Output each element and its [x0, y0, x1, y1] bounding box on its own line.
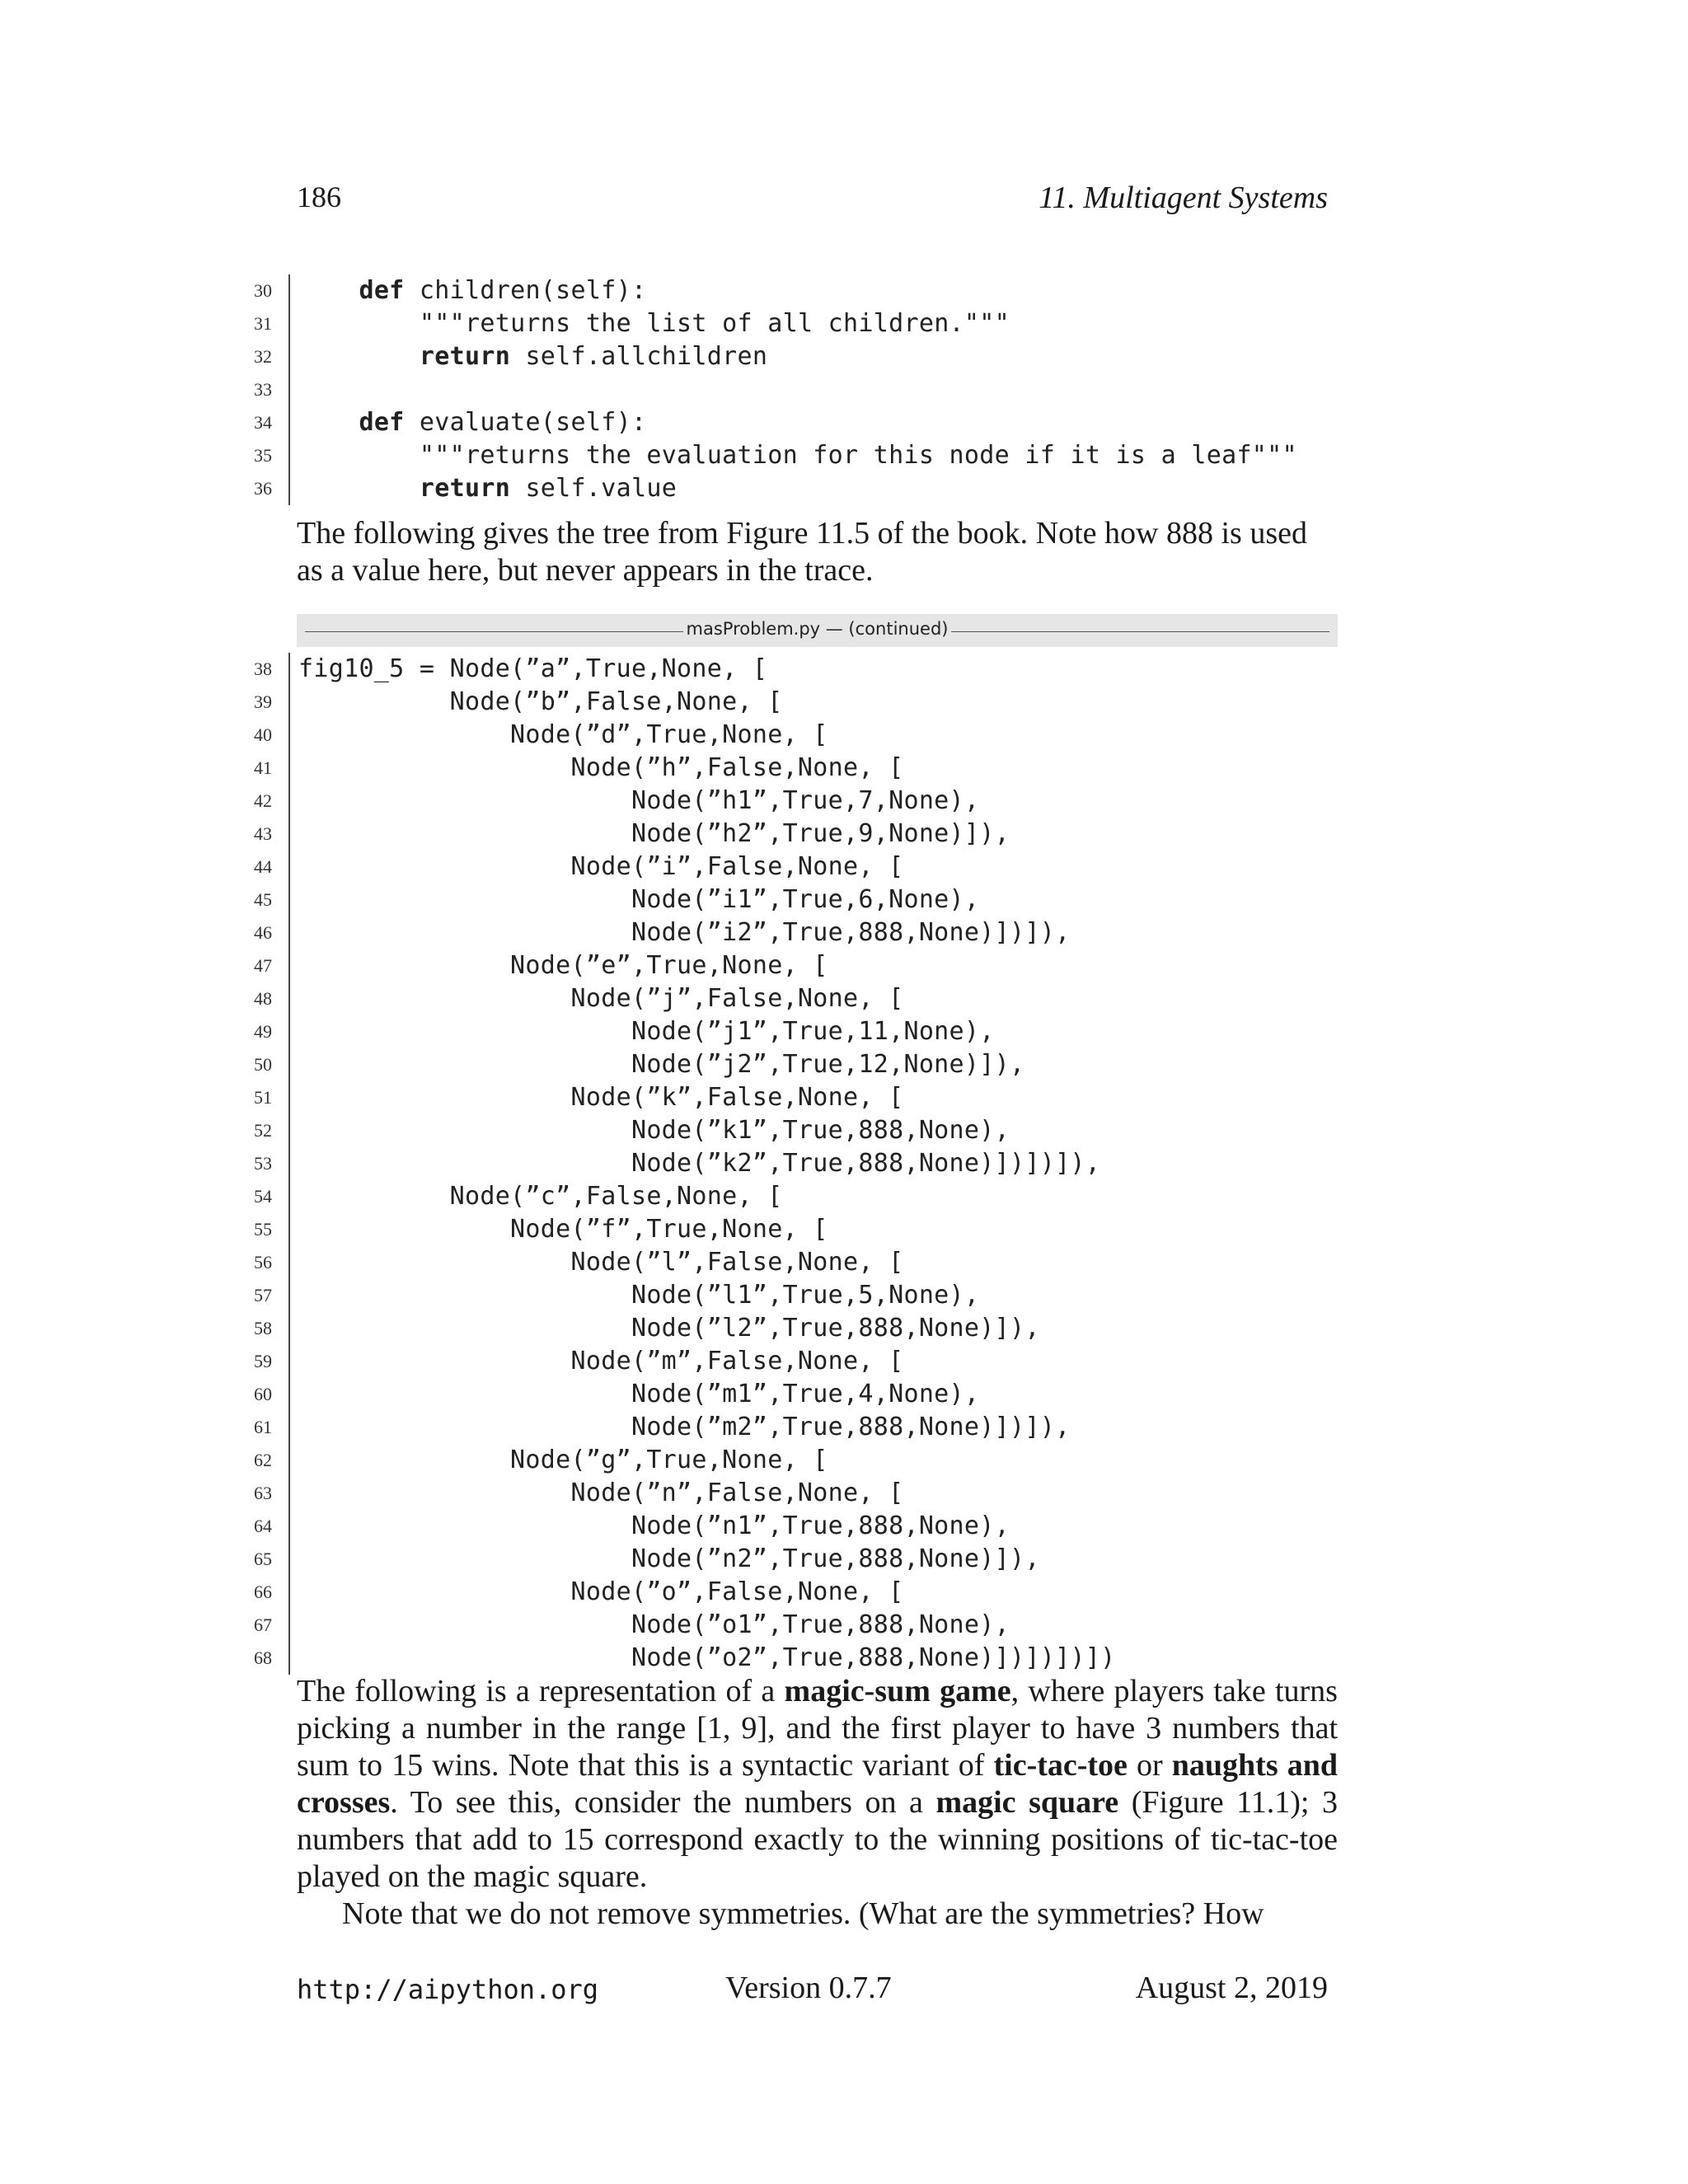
paragraph-figure-intro: The following gives the tree from Figure 11.5 of the book. Note how 888 is used as a value here, but never appears in the trace. [297, 516, 1307, 588]
code-line [239, 818, 1335, 851]
line-number: 45 [254, 889, 272, 910]
code-line [239, 439, 1335, 472]
line-number: 61 [254, 1417, 272, 1437]
term-magic-square: magic square [935, 1785, 1119, 1820]
code-line [239, 1246, 1335, 1279]
line-number: 34 [254, 412, 272, 433]
line-number: 30 [254, 280, 272, 301]
code-text: Node(”h”,False,None, [ [298, 753, 904, 782]
code-line [239, 1345, 1335, 1378]
code-line [239, 1081, 1335, 1114]
text-run: , where players take turns picking a number in the range [1, 9], and the first player to have 3 numbers that sum to 15 wins. Note that this is a syntactic variant of [297, 1674, 1338, 1783]
code-text: Node(”o2”,True,888,None)])])])]) [298, 1643, 1116, 1672]
line-number: 31 [254, 313, 272, 334]
code-line [239, 307, 1335, 340]
code-rest: evaluate(self): [404, 408, 647, 437]
line-number: 43 [254, 823, 272, 844]
code-line [239, 1642, 1335, 1675]
code-text: Node(”i”,False,None, [ [298, 852, 904, 881]
code-listing-top [239, 274, 1335, 505]
code-text: Node(”n1”,True,888,None), [298, 1511, 1010, 1540]
code-text: Node(”f”,True,None, [ [298, 1215, 828, 1244]
code-line [239, 1312, 1335, 1345]
code-keyword: return [419, 342, 511, 371]
line-number: 52 [254, 1120, 272, 1141]
code-line [239, 686, 1335, 719]
line-number: 60 [254, 1384, 272, 1404]
code-text: Node(”o”,False,None, [ [298, 1577, 904, 1606]
line-number: 32 [254, 346, 272, 367]
code-text [298, 439, 1297, 472]
code-line [239, 1213, 1335, 1246]
code-line [239, 851, 1335, 883]
code-rest: """returns the list of all children.""" [419, 309, 1010, 338]
line-number: 39 [254, 691, 272, 712]
code-keyword: return [419, 474, 511, 503]
code-text: Node(”o1”,True,888,None), [298, 1610, 1010, 1639]
code-line [239, 982, 1335, 1015]
code-line [239, 1180, 1335, 1213]
code-text: Node(”i2”,True,888,None)])]), [298, 918, 1071, 947]
code-text: Node(”h2”,True,9,None)]), [298, 819, 1010, 848]
code-text: Node(”i1”,True,6,None), [298, 885, 980, 914]
line-number: 58 [254, 1318, 272, 1338]
text-run: (Figure 11.1); 3 numbers that add to 15 correspond exactly to the winning positions of tic-tac-toe played on the magic square. [297, 1785, 1338, 1894]
line-number: 55 [254, 1219, 272, 1240]
line-number: 41 [254, 757, 272, 778]
code-line [239, 653, 1335, 686]
code-text: Node(”n”,False,None, [ [298, 1479, 904, 1507]
code-text: Node(”j2”,True,12,None)]), [298, 1050, 1025, 1079]
code-line [239, 1048, 1335, 1081]
code-line [239, 340, 1335, 373]
code-text: fig10_5 = Node(”a”,True,None, [ [298, 654, 768, 683]
line-number: 44 [254, 856, 272, 877]
line-number: 68 [254, 1647, 272, 1668]
line-number: 56 [254, 1252, 272, 1272]
line-number: 38 [254, 658, 272, 679]
code-text: Node(”g”,True,None, [ [298, 1446, 828, 1474]
code-rest: """returns the evaluation for this node if it is a leaf""" [419, 441, 1297, 470]
code-line [239, 916, 1335, 949]
code-keyword: def [359, 408, 405, 437]
code-keyword: def [359, 276, 405, 305]
code-text: Node(”k1”,True,888,None), [298, 1116, 1010, 1145]
line-number: 47 [254, 955, 272, 976]
code-text: Node(”e”,True,None, [ [298, 951, 828, 980]
code-text: Node(”k”,False,None, [ [298, 1083, 904, 1112]
code-text: Node(”m”,False,None, [ [298, 1347, 904, 1376]
code-text [298, 307, 1010, 340]
code-line [239, 785, 1335, 818]
code-line [239, 1147, 1335, 1180]
code-text [298, 340, 767, 373]
line-number: 62 [254, 1450, 272, 1470]
line-number: 40 [254, 724, 272, 745]
code-text: Node(”j”,False,None, [ [298, 984, 904, 1013]
code-text [298, 274, 646, 307]
text-run: or [1127, 1748, 1172, 1783]
code-rest: children(self): [404, 276, 647, 305]
code-text: Node(”h1”,True,7,None), [298, 786, 980, 815]
code-line [239, 1411, 1335, 1444]
term-naughts-and-crosses: naughts and crosses [297, 1748, 1338, 1820]
code-line [239, 1015, 1335, 1048]
banner-label: masProblem.py — (continued) [683, 619, 952, 639]
line-number: 42 [254, 790, 272, 811]
code-line [239, 472, 1335, 505]
code-file-banner [297, 614, 1338, 647]
term-tic-tac-toe: tic-tac-toe [993, 1748, 1128, 1783]
code-line [239, 406, 1335, 439]
line-number: 53 [254, 1153, 272, 1174]
line-number: 36 [254, 478, 272, 499]
code-line [239, 274, 1335, 307]
code-text: Node(”n2”,True,888,None)]), [298, 1544, 1040, 1573]
code-line [239, 719, 1335, 752]
line-number: 51 [254, 1087, 272, 1108]
text-run: . To see this, consider the numbers on a [390, 1785, 936, 1820]
paragraph-symmetries: Note that we do not remove symmetries. (What are the symmetries? How [342, 1896, 1264, 1931]
line-number: 57 [254, 1285, 272, 1305]
line-number: 65 [254, 1549, 272, 1569]
code-line [239, 1444, 1335, 1477]
code-text: Node(”l”,False,None, [ [298, 1248, 904, 1277]
code-line [239, 883, 1335, 916]
code-line [239, 1609, 1335, 1642]
line-number: 48 [254, 988, 272, 1009]
line-number: 64 [254, 1516, 272, 1536]
code-text: Node(”j1”,True,11,None), [298, 1017, 995, 1046]
page-number: 186 [297, 180, 341, 213]
code-listing-main [239, 653, 1335, 1675]
code-line [239, 1510, 1335, 1543]
code-text: Node(”c”,False,None, [ [298, 1182, 783, 1211]
term-magic-sum-game: magic-sum game [784, 1674, 1011, 1708]
code-text: Node(”l1”,True,5,None), [298, 1281, 980, 1310]
line-number: 67 [254, 1615, 272, 1635]
code-text: Node(”m1”,True,4,None), [298, 1380, 980, 1408]
code-line [239, 949, 1335, 982]
paragraph-magic-sum [297, 1673, 1338, 1896]
code-line [239, 1279, 1335, 1312]
footer-version: Version 0.7.7 [725, 1971, 892, 2005]
code-line [239, 1114, 1335, 1147]
code-text: Node(”d”,True,None, [ [298, 720, 828, 749]
line-number: 50 [254, 1054, 272, 1075]
code-text [298, 472, 677, 505]
line-number: 59 [254, 1351, 272, 1371]
code-line [239, 1543, 1335, 1576]
line-number: 63 [254, 1483, 272, 1503]
code-line [239, 752, 1335, 785]
text-run: The following is a representation of a [297, 1674, 785, 1708]
line-number: 33 [254, 379, 272, 400]
code-line [239, 1378, 1335, 1411]
code-rest: self.value [510, 474, 678, 503]
line-number: 46 [254, 922, 272, 943]
code-text [298, 406, 646, 439]
code-text: Node(”b”,False,None, [ [298, 687, 783, 716]
code-rest: self.allchildren [510, 342, 768, 371]
code-line [239, 1477, 1335, 1510]
code-text: Node(”l2”,True,888,None)]), [298, 1314, 1040, 1343]
chapter-title: 11. Multiagent Systems [1039, 180, 1328, 215]
footer-date: August 2, 2019 [1135, 1971, 1328, 2005]
code-text: Node(”m2”,True,888,None)])]), [298, 1413, 1071, 1441]
code-line [239, 373, 1335, 406]
code-text: Node(”k2”,True,888,None)])])]), [298, 1149, 1101, 1178]
line-number: 49 [254, 1021, 272, 1042]
line-number: 66 [254, 1582, 272, 1602]
line-number: 35 [254, 445, 272, 466]
footer-url[interactable]: http://aipython.org [297, 1974, 599, 2005]
code-line [239, 1576, 1335, 1609]
line-number: 54 [254, 1186, 272, 1207]
